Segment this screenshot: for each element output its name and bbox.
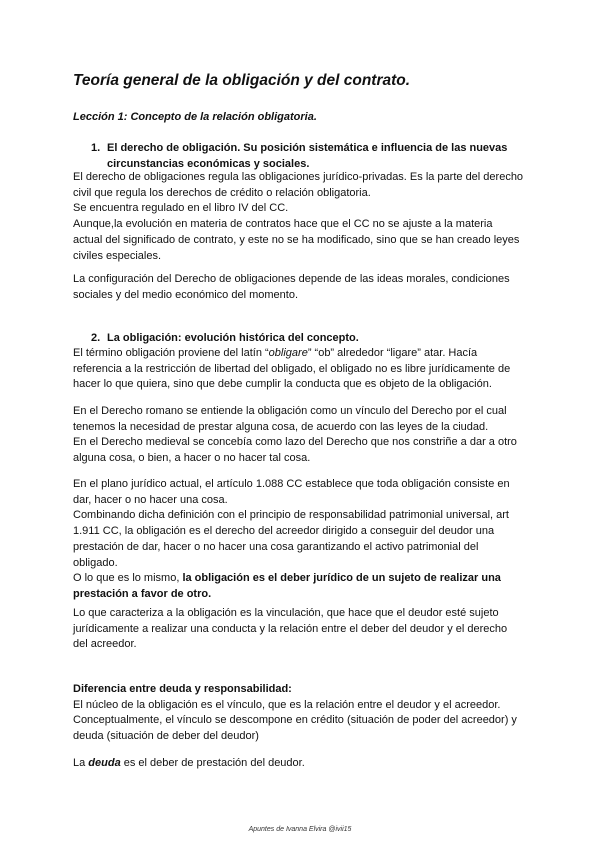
- text-line: Lo que caracteriza a la obligación es la vinculación, que hace que el deudor esté sujeto: [73, 607, 499, 619]
- section-2-paragraph-1: [73, 346, 533, 393]
- text-fragment: La: [73, 757, 89, 769]
- text-line: El núcleo de la obligación es el vínculo, que es la relación entre el deudor y el acreedor.: [73, 698, 501, 711]
- page-footer: Apuntes de Ivanna Elvira @ivii15: [248, 826, 352, 833]
- text-line: En el Derecho medieval se concebía como lazo del Derecho que nos constriñe a dar a otro: [73, 436, 517, 449]
- text-line: hacer lo que quiera, sino que debe cumplir la conducta que es objeto de la obligación.: [73, 378, 492, 391]
- text-line: actual del significado de contrato, y este no se ha modificado, sino que se han creado leyes: [73, 233, 520, 246]
- text-line: [73, 756, 533, 772]
- text-line: En el Derecho romano se entiende la obligación como un vínculo del Derecho por el cual: [73, 405, 507, 417]
- term-deuda: deuda: [88, 757, 121, 769]
- text-line: referencia a la restricción de libertad del obligado, el obligado no es libre jurídicamente de: [73, 362, 511, 375]
- text-line: civil que regula los derechos de crédito o relación obligatoria.: [73, 186, 371, 199]
- section-3-heading: Diferencia entre deuda y responsabilidad:: [73, 683, 292, 695]
- section-1-heading: [91, 141, 531, 172]
- text-line: La configuración del Derecho de obligaciones depende de las ideas morales, condiciones: [73, 273, 510, 285]
- section-3-paragraph-2: [73, 756, 533, 772]
- text-fragment: es el deber de prestación del deudor.: [120, 757, 305, 769]
- text-line: sociales y del medio económico del momento.: [73, 288, 299, 301]
- text-fragment: ” “ob” alrededor “ligare” atar. Hacía: [307, 347, 478, 359]
- text-line: [73, 571, 533, 587]
- lesson-heading: Lección 1: Concepto de la relación obligatoria.: [73, 111, 317, 123]
- text-line: Aunque,la evolución en materia de contratos hace que el CC no se ajuste a la materia: [73, 218, 493, 231]
- text-fragment: El término obligación proviene del latín “: [73, 347, 269, 359]
- text-line: Conceptualmente, el vínculo se descompone en crédito (situación de poder del acreedor) y: [73, 714, 517, 727]
- section-1-heading-line: circunstancias económicas y sociales.: [107, 157, 310, 170]
- section-2-paragraph-3: [73, 477, 533, 603]
- section-3: [73, 682, 533, 745]
- text-line: En el plano jurídico actual, el artículo 1.088 CC establece que toda obligación consiste en: [73, 478, 510, 490]
- text-line: tenemos la necesidad de prestar alguna cosa, de acuerdo con las leyes de la ciudad.: [73, 420, 489, 433]
- text-line: civiles especiales.: [73, 249, 162, 262]
- section-2-heading: [91, 331, 531, 347]
- text-fragment: O lo que es lo mismo,: [73, 572, 183, 585]
- definition-emphasis: la obligación es el deber jurídico de un sujeto de realizar una: [182, 572, 501, 585]
- section-2-number: 2.: [91, 332, 101, 344]
- section-1-number: 1.: [91, 142, 101, 154]
- text-line: Combinando dicha definición con el principio de responsabilidad patrimonial universal, art: [73, 509, 509, 522]
- text-line: 1.911 CC, la obligación es el derecho del acreedor dirigido a conseguir del deudor una: [73, 525, 495, 538]
- text-line: dar, hacer o no hacer una cosa.: [73, 493, 228, 506]
- text-line: El derecho de obligaciones regula las obligaciones jurídico-privadas. Es la parte del derecho: [73, 171, 524, 183]
- text-line: del acreedor.: [73, 638, 137, 651]
- section-2-heading-line: La obligación: evolución histórica del concepto.: [107, 332, 359, 344]
- section-2-paragraph-4: [73, 606, 533, 653]
- document-title: Teoría general de la obligación y del contrato.: [73, 72, 411, 89]
- section-2-paragraph-2: [73, 404, 533, 467]
- text-line: [73, 346, 533, 362]
- text-line: prestación de dar, hacer o no hacer una cosa garantizando el activo patrimonial del: [73, 540, 479, 553]
- section-1-paragraph-2: [73, 272, 533, 303]
- text-line: Se encuentra regulado en el libro IV del CC.: [73, 202, 289, 215]
- text-line: obligado.: [73, 556, 118, 569]
- section-1-paragraph-1: [73, 170, 533, 264]
- definition-emphasis: prestación a favor de otro.: [73, 587, 212, 600]
- text-line: deuda (situación de deber del deudor): [73, 730, 259, 743]
- text-line: jurídicamente a realizar una conducta y la relación entre el deber del deudor y el derecho: [73, 622, 508, 635]
- text-line: alguna cosa, o bien, a hacer o no hacer tal cosa.: [73, 452, 311, 465]
- section-1-heading-line: El derecho de obligación. Su posición sistemática e influencia de las nuevas: [107, 142, 508, 154]
- latin-term: obligare: [268, 347, 308, 359]
